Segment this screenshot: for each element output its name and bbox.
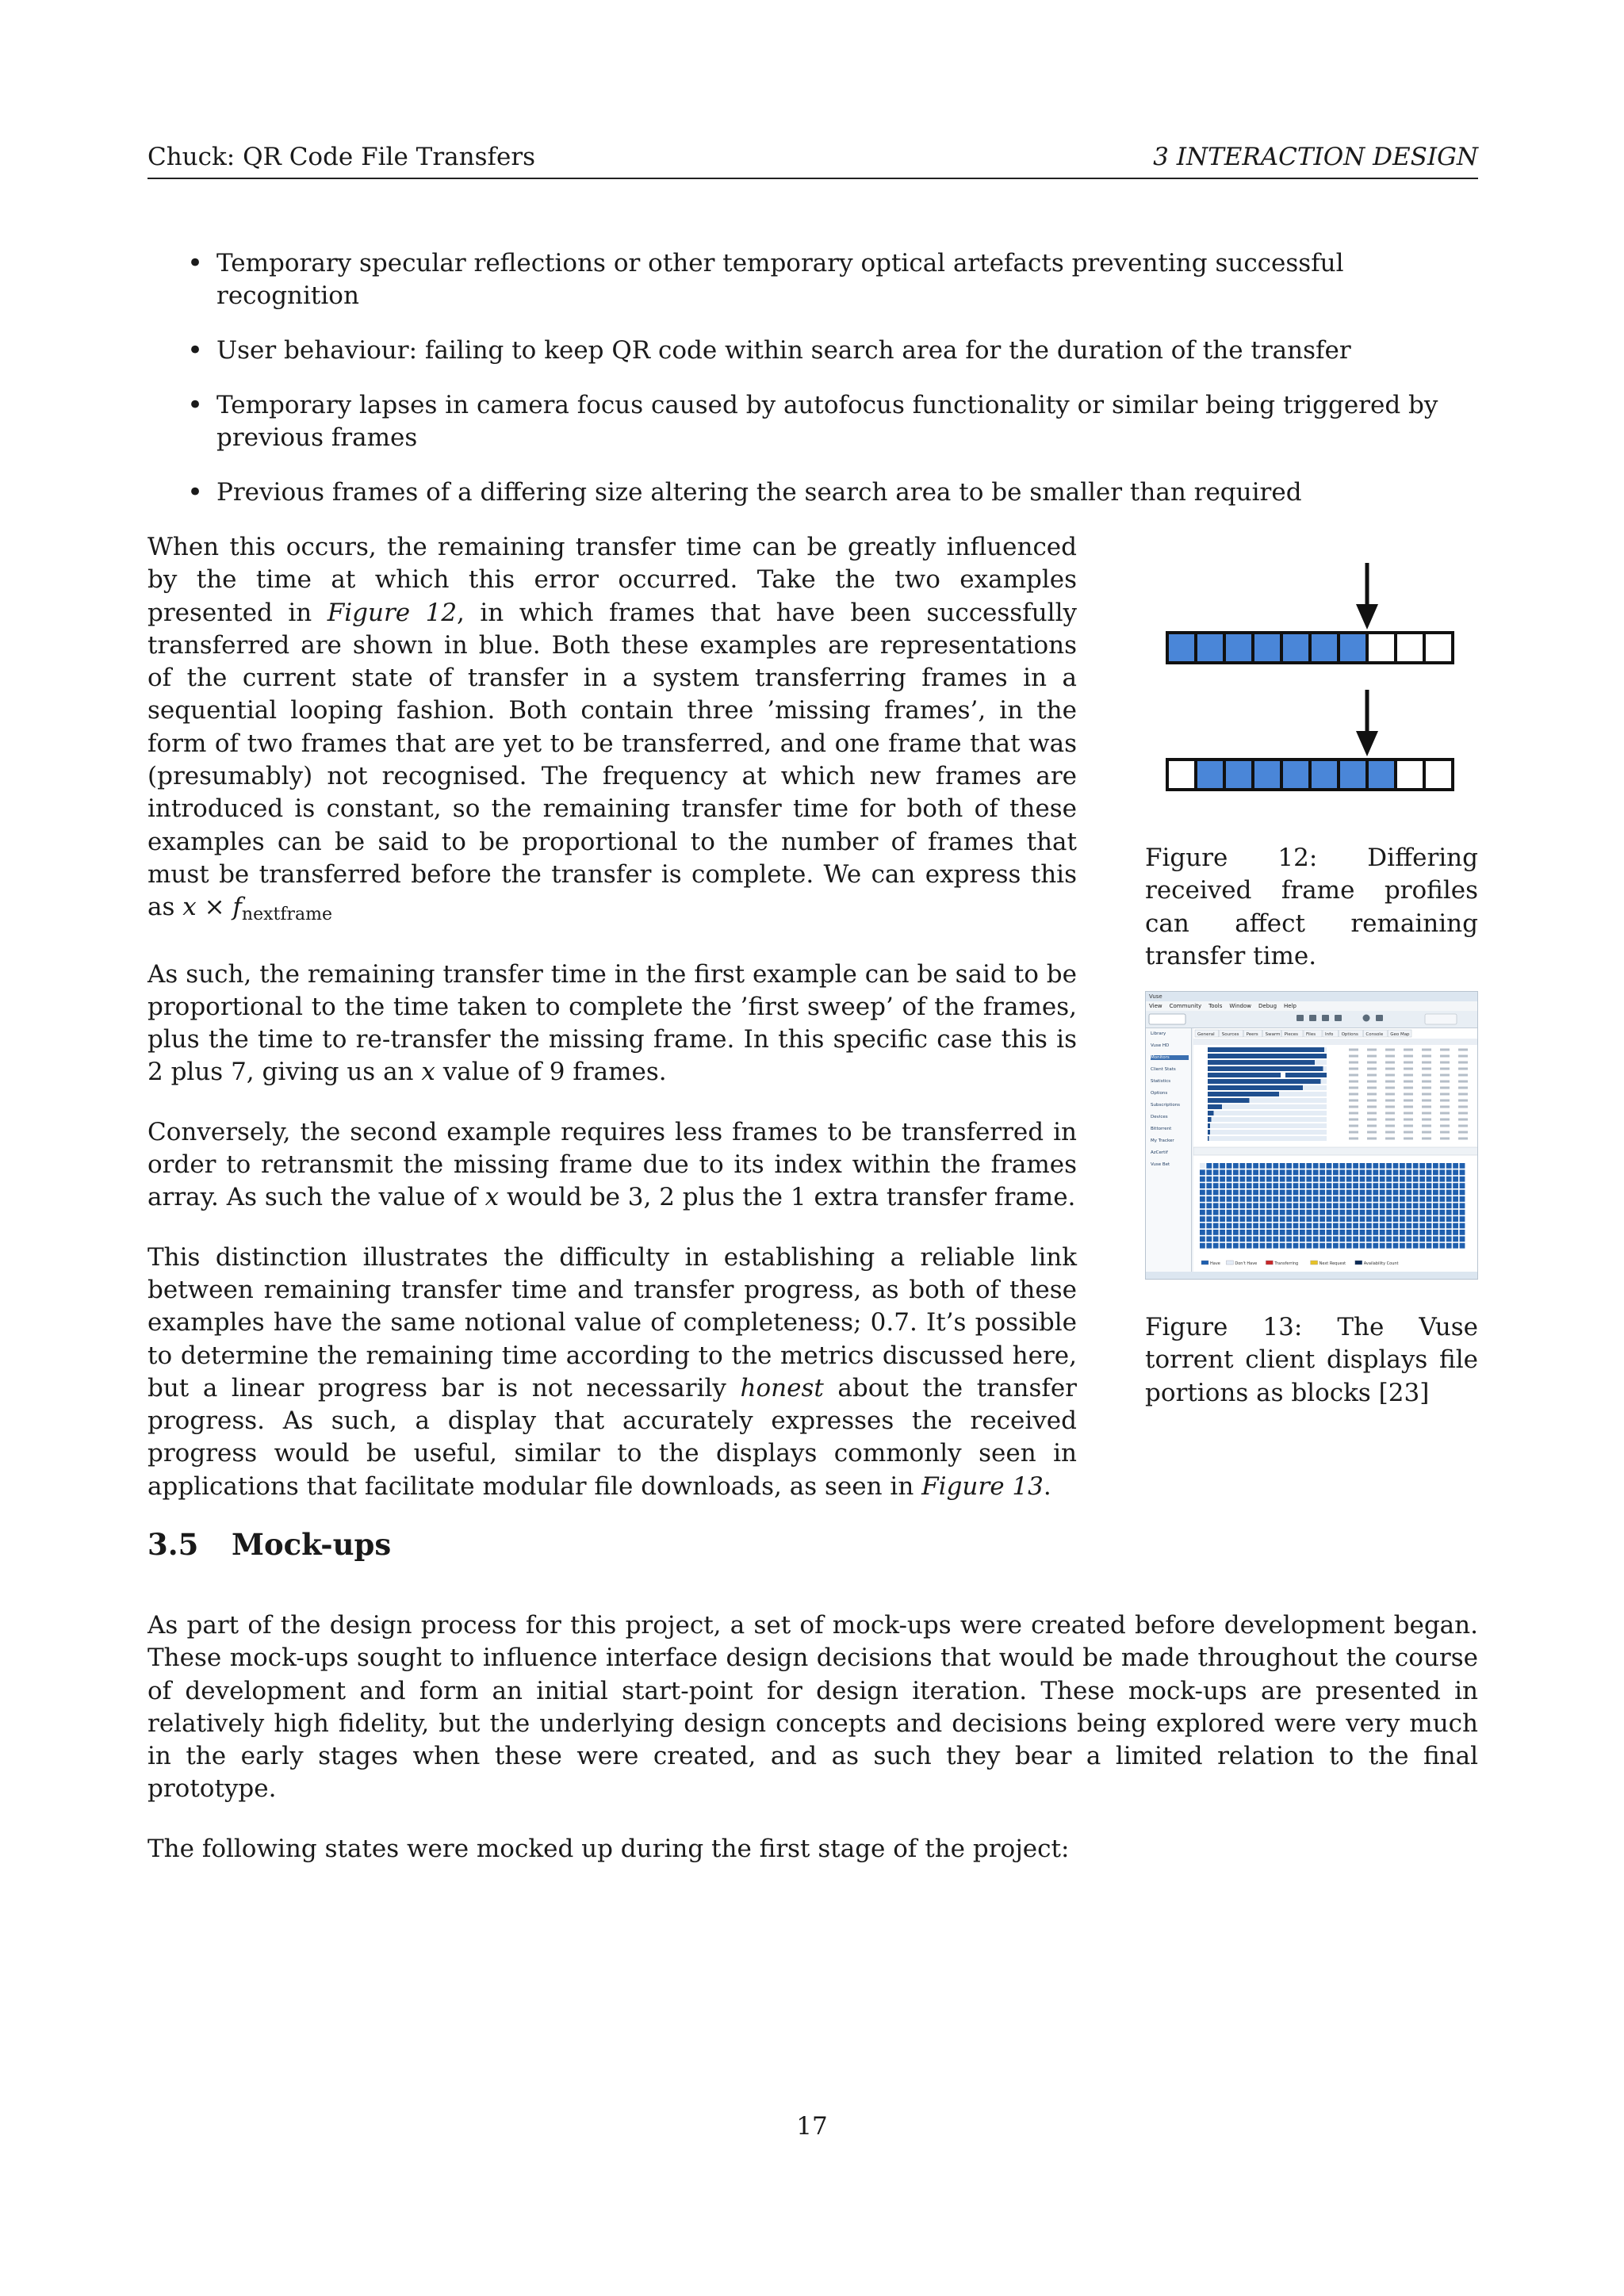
page-number: 17: [796, 2112, 828, 2141]
tab-label: Options: [1341, 1032, 1358, 1037]
paragraph-progress-display: This distinction illustrates the difficulty in establishing a reliable link between remaining transfer time and transfer progress, as both of these examples have the same notional value of completeness; 0.7. It’s possible to determine the remaining time according to the metrics discussed here, but a linear progress bar is not necessarily honest about the transfer progress. As such, a display that accurately expresses the received progress would be useful, similar to the displays commonly seen in applications that facilitate modular file downloads, as seen in Figure 13.: [147, 1242, 1077, 1501]
list-item: • Temporary lapses in camera focus caused by autofocus functionality or similar being triggered by previous frames: [187, 389, 1478, 454]
missing-frame: [1396, 760, 1424, 790]
list-item: • Temporary specular reflections or other temporary optical artefacts preventing successful recognition: [187, 247, 1478, 312]
math-times: ×: [196, 893, 233, 922]
sidebar: [1146, 1028, 1192, 1280]
list-item: • Previous frames of a differing size altering the search area to be smaller than required: [187, 476, 1478, 509]
missing-frame: [1396, 633, 1424, 663]
header-section: 3 INTERACTION DESIGN: [1153, 143, 1478, 171]
legend-label: Have: [1210, 1261, 1220, 1266]
figure-reference: Figure 12: [327, 598, 458, 627]
received-frame: [1167, 633, 1196, 663]
received-frame: [1310, 633, 1339, 663]
emphasis-honest: honest: [740, 1373, 824, 1402]
menu-item: View: [1149, 1003, 1162, 1009]
missing-frame: [1167, 760, 1196, 790]
toolbar: [1146, 1011, 1477, 1028]
received-frame: [1224, 760, 1253, 790]
frame-pointer-arrow: [1356, 563, 1378, 629]
sidebar-item: Bittorrent: [1151, 1127, 1172, 1131]
paragraph-second-example: Conversely, the second example requires less frames to be transferred in order to retransmit the missing frame due to its index within the frames array. As such the value of x would be 3, 2 plus the 1 extra transfer frame.: [147, 1117, 1077, 1212]
paragraph-states-intro: The following states were mocked up during the first stage of the project:: [147, 1834, 1070, 1863]
figure-13-caption: Figure 13: The Vuse torrent client displays file portions as blocks [23]: [1145, 1313, 1478, 1407]
math-f: f: [232, 893, 242, 922]
tab-label: Sources: [1221, 1032, 1239, 1037]
math-subscript: nextframe: [241, 905, 332, 925]
math-x: x: [182, 893, 197, 922]
tab-label: Console: [1365, 1032, 1384, 1037]
received-frame: [1224, 633, 1253, 663]
sidebar-item: My Tracker: [1151, 1138, 1174, 1143]
header-title: Chuck: QR Code File Transfers: [147, 143, 536, 171]
missing-frame: [1424, 760, 1453, 790]
tab-label: General: [1197, 1032, 1215, 1037]
menu-item: Tools: [1208, 1003, 1223, 1009]
running-header: [147, 143, 1478, 179]
frame-row: [1167, 563, 1453, 663]
received-frame: [1196, 633, 1224, 663]
menu-bar: [1146, 1001, 1477, 1011]
sidebar-item: Vuse Bet: [1151, 1162, 1170, 1167]
missing-frame: [1367, 633, 1396, 663]
tab-label: Geo Map: [1390, 1032, 1410, 1037]
sidebar-item: AzCertif: [1151, 1150, 1168, 1155]
window-title: Vuse: [1146, 992, 1477, 1001]
tab-label: Pieces: [1284, 1032, 1298, 1037]
math-x: x: [485, 1183, 500, 1212]
tab-label: Swarm: [1265, 1032, 1281, 1037]
paragraph-first-example: As such, the remaining transfer time in the first example can be said to be proportional to the time taken to complete the ’first sweep’ of the frames, plus the time to re-transfer the missing frame. In this specific case this is 2 plus 7, giving us an x value of 9 frames.: [147, 959, 1077, 1087]
section-body: [147, 1609, 1478, 1892]
legend-label: Availability Count: [1363, 1261, 1399, 1266]
received-frame: [1253, 760, 1281, 790]
received-frame: [1281, 633, 1310, 663]
received-frame: [1281, 760, 1310, 790]
legend-label: Don't Have: [1235, 1261, 1258, 1266]
section-heading: [147, 1527, 391, 1562]
tab-label: Files: [1306, 1032, 1316, 1037]
menu-item: Community: [1169, 1003, 1202, 1009]
torrent-details-panel: [1193, 1028, 1478, 1280]
sidebar-item: Subscriptions: [1151, 1103, 1181, 1108]
sidebar-item: Devices: [1151, 1115, 1168, 1119]
received-frame: [1310, 760, 1339, 790]
sidebar-item: Library: [1151, 1031, 1166, 1036]
tab-label: Info: [1325, 1032, 1334, 1037]
received-frame: [1367, 760, 1396, 790]
bullet-list: [187, 247, 1478, 531]
received-frame: [1196, 760, 1224, 790]
figure-12-frames: [1166, 555, 1459, 793]
paragraph-frame-timing: When this occurs, the remaining transfer time can be greatly influenced by the time at which this error occurred. Take the two examples presented in Figure 12, in which frames that have been successfully transferred are shown in blue. Both these examples are representations of the current state of transfer in a system transferring frames in a sequential looping fashion. Both contain three ’missing frames’, in the form of two frames that are yet to be transferred, and one frame that was (presumably) not recognised. The frequency at which new frames are introduced is constant, so the remaining transfer time for both of these examples can be said to be proportional to the number of frames that must be transferred before the transfer is complete. We can express this as $x \times f_{nextframe}$: [147, 533, 1078, 925]
received-frame: [1339, 760, 1367, 790]
status-bar: [1146, 1272, 1477, 1279]
sidebar-item: Statistics: [1151, 1079, 1171, 1084]
list-item: • User behaviour: failing to keep QR code within search area for the duration of the transfer: [187, 335, 1478, 367]
math-x: x: [421, 1058, 435, 1087]
section-title: Mock-ups: [232, 1527, 392, 1562]
missing-frame: [1424, 633, 1453, 663]
figure-13-screenshot: [1145, 991, 1478, 1280]
section-number: 3.5: [147, 1527, 199, 1562]
menu-item: Help: [1284, 1003, 1297, 1009]
legend-label: Transferring: [1274, 1261, 1299, 1266]
figure-reference: Figure 13: [921, 1471, 1044, 1501]
legend-label: Next Request: [1319, 1261, 1346, 1266]
sidebar-item: Options: [1151, 1091, 1168, 1096]
figure-12-caption: Figure 12: Differing received frame profiles can affect remaining transfer time.: [1145, 844, 1478, 970]
frame-row: [1167, 690, 1453, 790]
menu-item: Window: [1229, 1003, 1251, 1009]
sidebar-item: Vuse HD: [1151, 1043, 1170, 1048]
sidebar-item: Monitors: [1151, 1055, 1189, 1060]
frame-pointer-arrow: [1356, 690, 1378, 756]
tab-label: Peers: [1246, 1032, 1258, 1037]
sidebar-item: Client Stats: [1151, 1067, 1176, 1072]
received-frame: [1339, 633, 1367, 663]
received-frame: [1253, 633, 1281, 663]
main-column: [147, 531, 1077, 1530]
paragraph-mockups: As part of the design process for this project, a set of mock-ups were created before development began. These mock-ups sought to influence interface design decisions that would be made throughout the course of development and form an initial start-point for design iteration. These mock-ups are presented in relatively high fidelity, but the underlying design concepts and decisions being explored were very much in the early stages when these were created, and as such they bear a limited relation to the final prototype.: [147, 1611, 1478, 1804]
menu-item: Debug: [1258, 1003, 1277, 1009]
